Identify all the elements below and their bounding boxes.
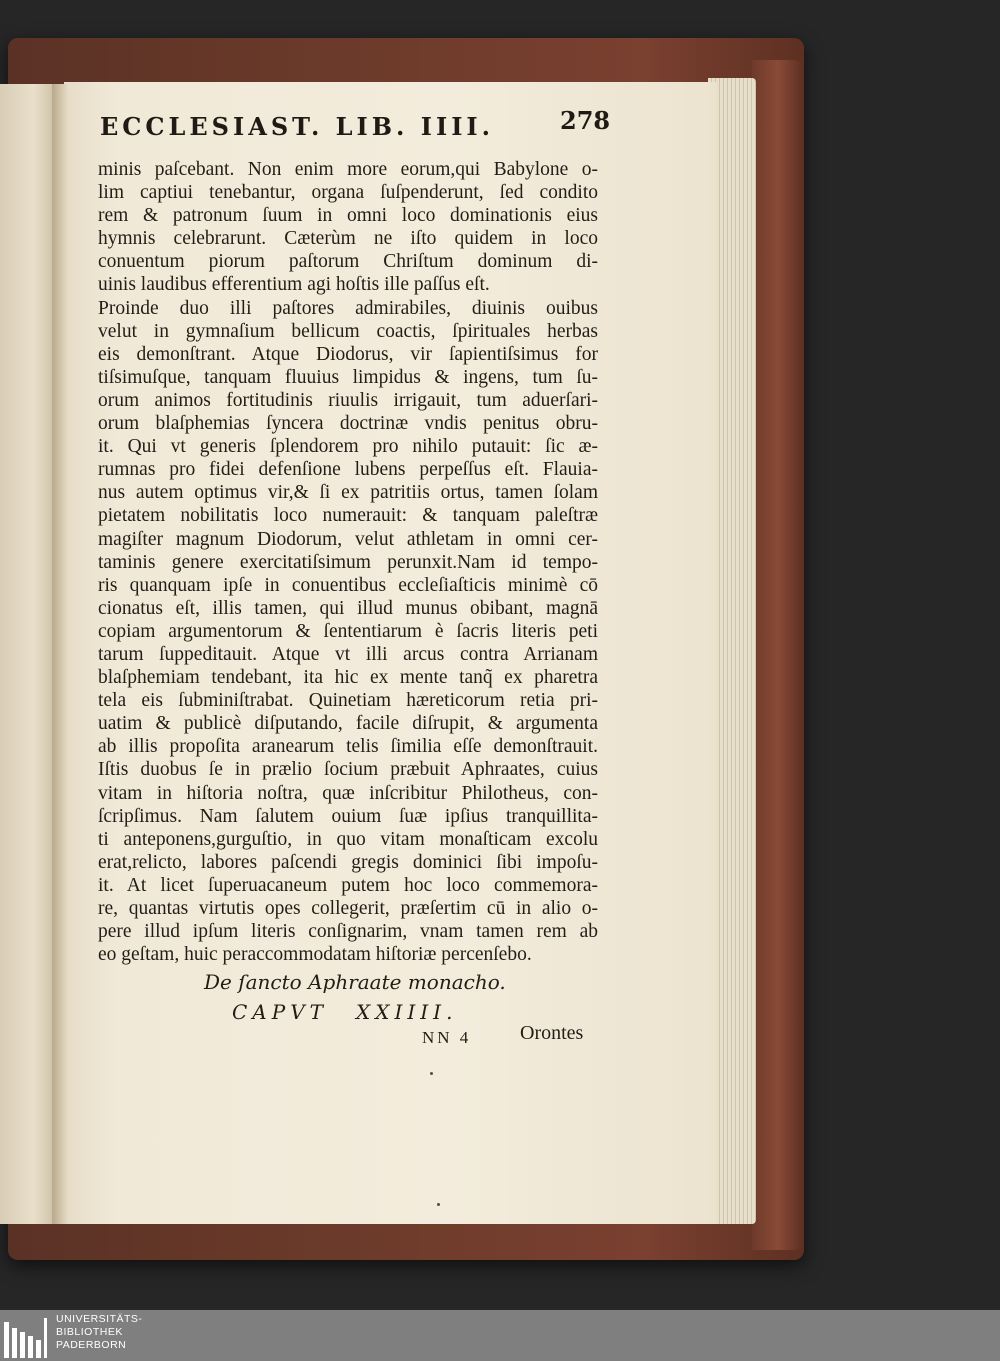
text-line: it. Qui vt generis ſplendorem pro nihilo putauit: ſic æ- <box>98 436 598 458</box>
chapter-number: XXIIII. <box>356 1000 458 1024</box>
library-logo-line: BIBLIOTHEK <box>56 1326 123 1338</box>
chapter-label: CAPVT <box>232 1000 328 1024</box>
book-gutter <box>52 84 68 1224</box>
running-title: ECCLESIAST. LIB. IIII. <box>100 112 495 141</box>
book-cover-edge <box>752 60 804 1250</box>
text-line: magiſter magnum Diodorum, velut athletam in omni cer- <box>98 528 598 550</box>
text-line: vitam in hiſtoria noſtra, quæ inſcribitur Philotheus, con- <box>98 782 598 804</box>
chapter-heading <box>232 1000 457 1024</box>
text-line: rem & patronum ſuum in omni loco dominationis eius <box>98 205 598 227</box>
text-line: orum blaſphemias ſyncera doctrinæ vndis penitus obru- <box>98 413 598 435</box>
ink-speck <box>437 1203 440 1206</box>
text-line: conuentum piorum paſtorum Chriſtum dominum di- <box>98 251 598 273</box>
text-line: tiſsimuſque, tanquam fluuius limpidus & ingens, tum ſu- <box>98 366 598 388</box>
page-number: 278 <box>560 106 611 135</box>
library-logo-line: PADERBORN <box>56 1339 127 1351</box>
library-logo-line: UNIVERSITÄTS- <box>56 1313 143 1325</box>
text-line: pietatem nobilitatis loco numerauit: & tanquam paleſtræ <box>98 505 598 527</box>
text-line: hymnis celebrarunt. Cæterùm ne iſto quidem in loco <box>98 228 598 250</box>
verso-page-edge <box>0 84 58 1224</box>
text-line: eis demonſtrant. Atque Diodorus, vir ſapientiſsimus for <box>98 343 598 365</box>
ink-speck <box>430 1072 433 1075</box>
text-line: lim captiui tenebantur, organa ſuſpenderunt, ſed condito <box>98 182 598 204</box>
text-line: copiam argumentorum & ſententiarum è ſacris literis peti <box>98 620 598 642</box>
body-text <box>98 158 598 966</box>
library-footer-bar <box>0 1310 1000 1361</box>
text-line: rumnas pro fidei defenſione lubens perpeſſus eſt. Flauia- <box>98 459 598 481</box>
text-line: orum animos fortitudinis riuulis irrigauit, tum aduerſari- <box>98 389 598 411</box>
library-logo-text <box>56 1313 142 1352</box>
text-line: tela eis ſubminiſtrabat. Quinetiam hæreticorum retia pri- <box>98 690 598 712</box>
library-logo-icon <box>4 1318 48 1358</box>
text-line: uatim & publicè diſputando, facile diſrupit, & argumenta <box>98 713 598 735</box>
text-line: nus autem optimus vir,& ſi ex patritiis ortus, tamen ſolam <box>98 482 598 504</box>
text-line: eo geſtam, huic peraccommodatam hiſtoriæ percenſebo. <box>98 944 532 966</box>
catchword: Orontes <box>520 1022 584 1044</box>
chapter-caption: De ſancto Aphraate monacho. <box>204 970 506 994</box>
text-line: erat,relicto, labores paſcendi gregis dominici ſibi impoſu- <box>98 851 598 873</box>
text-line: velut in gymnaſium bellicum coactis, ſpirituales herbas <box>98 320 598 342</box>
text-line: ti anteponens,gurguſtio, in quo vitam monaſticam excolu <box>98 828 598 850</box>
text-line: Iſtis duobus ſe in prælio ſocium præbuit Aphraates, cuius <box>98 759 598 781</box>
text-line: blaſphemiam tendebant, ita hic ex mente tanq̃ ex pharetra <box>98 667 598 689</box>
text-line: ſcripſimus. Nam ſalutem ouium ſuæ ipſius tranquillita- <box>98 805 598 827</box>
text-line: minis paſcebant. Non enim more eorum,qui Babylone o- <box>98 159 598 180</box>
page-header <box>100 106 620 141</box>
text-line: ris quanquam ipſe in conuentibus eccleſiaſticis minimè cō <box>98 574 598 596</box>
text-line: it. At licet ſuperuacaneum putem hoc loco commemora- <box>98 874 598 896</box>
text-line: tarum ſuppeditauit. Atque vt illi arcus contra Arrianam <box>98 643 598 665</box>
text-line: pere illud ipſum literis conſignarim, vnam tamen rem ab <box>98 921 598 943</box>
text-line: cionatus eſt, illis tamen, qui illud munus obibant, magnā <box>98 597 598 619</box>
text-line: Proinde duo illi paſtores admirabiles, diuinis ouibus <box>98 297 598 319</box>
signature-mark: NN 4 <box>422 1028 472 1047</box>
text-line: ab illis propoſita aranearum telis ſimilia eſſe demonſtrauit. <box>98 736 598 758</box>
text-line: uinis laudibus efferentium agi hoſtis ille paſſus eſt. <box>98 274 490 296</box>
text-line: re, quantas virtutis opes collegerit, præſertim cū in alio o- <box>98 898 598 919</box>
text-line: taminis genere exercitatiſsimum perunxit.Nam id tempo- <box>98 551 598 573</box>
